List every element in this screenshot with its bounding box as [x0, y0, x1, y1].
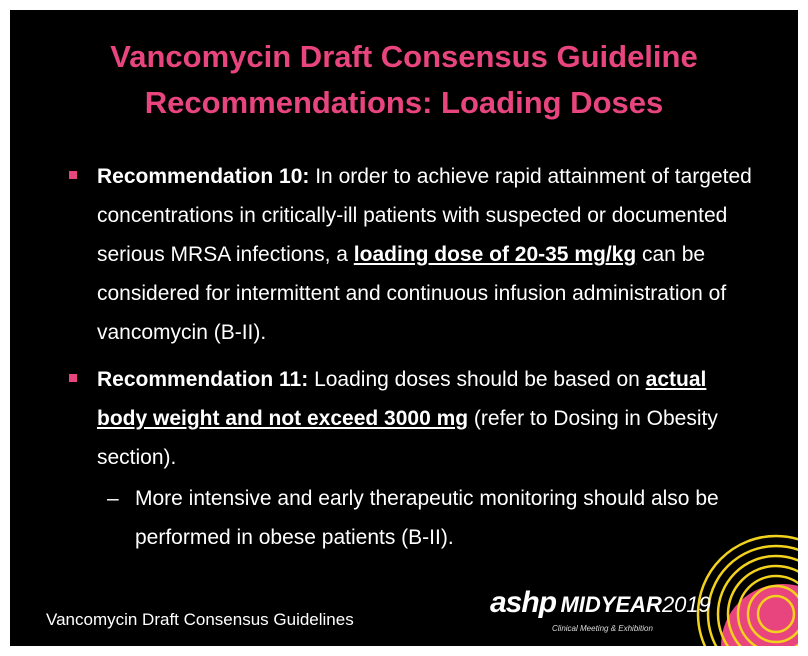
slide	[10, 10, 798, 646]
rec11-emphasis: actual body weight and not exceed 3000 mg	[97, 368, 707, 430]
brand-ashp: ashp	[490, 586, 557, 619]
recommendation-11	[97, 360, 757, 477]
brand-year: 2019	[661, 592, 711, 617]
slide-title	[10, 34, 798, 126]
rec11-text-2: (refer to Dosing in Obesity section).	[97, 407, 718, 469]
rec11-text-1: Loading doses should be based on	[308, 368, 646, 391]
brand-tagline: Clinical Meeting & Exhibition	[552, 624, 653, 633]
ashp-midyear-logo	[490, 586, 711, 633]
rec10-text-2: can be considered for intermittent and continuous infusion administration of vancomycin (B-II).	[97, 243, 727, 344]
rec10-emphasis: loading dose of 20-35 mg/kg	[353, 243, 637, 266]
rec10-label: Recommendation 10:	[97, 165, 310, 188]
sub-bullet-text: More intensive and early therapeutic monitoring should also be performed in obese patients (B-II).	[135, 487, 719, 549]
rec10-text-1: In order to achieve rapid attainment of targeted concentrations in critically-ill patients with suspected or documented serious MRSA infections, a	[97, 165, 752, 266]
title-line-1: Vancomycin Draft Consensus Guideline	[110, 39, 698, 74]
recommendation-10	[97, 157, 757, 352]
bullet-marker	[69, 171, 77, 179]
title-line-2: Recommendations: Loading Doses	[144, 85, 664, 120]
rec11-label: Recommendation 11:	[97, 368, 309, 391]
dash-marker: –	[107, 487, 119, 510]
brand-midyear: MIDYEAR	[560, 592, 662, 617]
bullet-marker	[69, 374, 77, 382]
footer-text: Vancomycin Draft Consensus Guidelines	[46, 610, 354, 629]
